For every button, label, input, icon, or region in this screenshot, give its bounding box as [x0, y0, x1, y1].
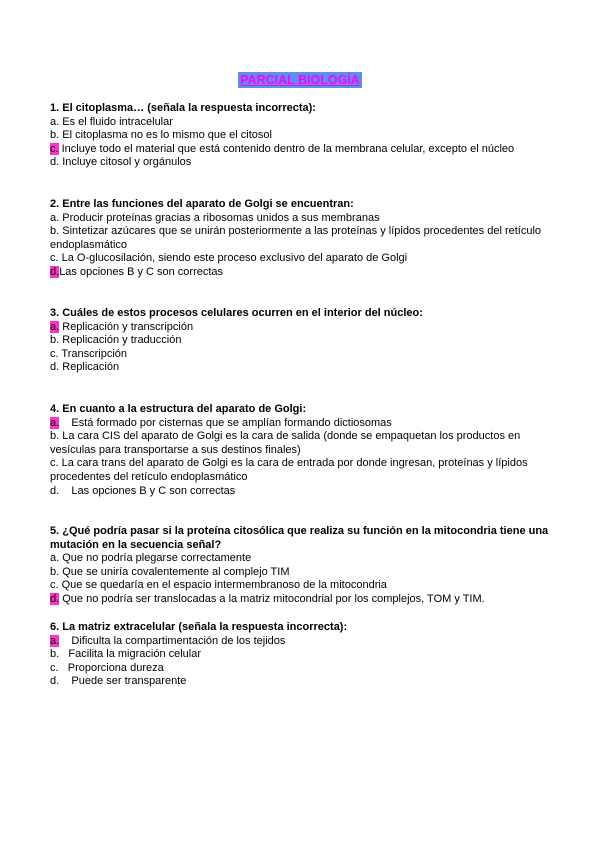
question-text: 6. La matriz extracelular (señala la respuesta incorrecta):	[50, 621, 348, 633]
question-text: 4. En cuanto a la estructura del aparato de Golgi:	[50, 403, 307, 415]
option-letter: a.	[50, 211, 60, 224]
option-letter-highlighted: a.	[50, 634, 60, 647]
option-d	[50, 485, 555, 499]
option-text: Sintetizar azúcares que se unirán posteriormente a las proteínas y lípidos procedentes del retículo endoplasmático	[50, 225, 542, 251]
option-text: Replicación y traducción	[59, 334, 182, 347]
option-c	[50, 579, 555, 593]
option-text: Que no podría plegarse correctamente	[59, 552, 252, 565]
option-text: Transcripción	[58, 347, 128, 360]
option-b	[50, 129, 555, 143]
option-b	[50, 430, 555, 457]
question-text: 2. Entre las funciones del aparato de Golgi se encuentran:	[50, 198, 354, 210]
option-letter: b.	[50, 225, 60, 238]
option-c	[50, 348, 555, 362]
option-letter: a.	[50, 115, 60, 128]
option-c	[50, 662, 555, 676]
option-a	[50, 321, 555, 335]
option-letter: b.	[50, 129, 60, 142]
option-text: Incluye citosol y orgánulos	[59, 156, 192, 169]
option-text: Producir proteínas gracias a ribosomas unidos a sus membranas	[59, 211, 380, 224]
option-letter: b.	[50, 565, 60, 578]
option-text: Las opciones B y C son correctas	[59, 484, 236, 497]
option-text: La cara trans del aparato de Golgi es la cara de entrada por donde ingresan, proteínas y lípidos procedentes del retículo endoplasmático	[50, 457, 528, 483]
option-a	[50, 116, 555, 130]
option-letter: c.	[50, 457, 59, 470]
option-text: Dificulta la compartimentación de los tejidos	[59, 634, 286, 647]
question-text: 3. Cuáles de estos procesos celulares ocurren en el interior del núcleo:	[50, 307, 423, 319]
option-c	[50, 143, 555, 157]
option-d	[50, 361, 555, 375]
option-b	[50, 566, 555, 580]
option-text: Que se quedaría en el espacio intermembranoso de la mitocondria	[58, 579, 387, 592]
option-letter-highlighted: a.	[50, 320, 60, 333]
option-a	[50, 552, 555, 566]
option-c	[50, 252, 555, 266]
title-wrap	[0, 71, 600, 89]
question-1	[50, 102, 555, 170]
option-letter: c.	[50, 347, 59, 360]
option-letter: c.	[50, 579, 59, 592]
option-letter-highlighted: c.	[50, 142, 59, 155]
option-text: Es el fluido intracelular	[59, 115, 173, 128]
option-letter: b.	[50, 334, 60, 347]
option-letter-highlighted: a.	[50, 416, 60, 429]
option-text: La O-glucosilación, siendo este proceso exclusivo del aparato de Golgi	[58, 252, 408, 265]
option-letter: d.	[50, 484, 60, 497]
option-b	[50, 225, 555, 252]
question-3	[50, 307, 555, 375]
option-text: Las opciones B y C son correctas	[59, 265, 224, 278]
option-letter: c.	[50, 252, 59, 265]
question-text: 5. ¿Qué podría pasar si la proteína citosólica que realiza su función en la mitocondria tiene una mutación en la secuencia señal?	[50, 525, 549, 551]
option-text: Está formado por cisternas que se amplían formando dictiosomas	[59, 416, 392, 429]
option-text: Puede ser transparente	[59, 675, 187, 688]
option-letter: d.	[50, 675, 60, 688]
option-a	[50, 417, 555, 431]
question-4	[50, 403, 555, 498]
option-text: La cara CIS del aparato de Golgi es la cara de salida (donde se empaquetan los productos en vesículas para transportarse a sus destinos finales)	[50, 430, 521, 456]
page-title: PARCIAL BIOLOGÍA	[240, 73, 360, 87]
option-letter: d.	[50, 156, 60, 169]
option-text: Replicación y transcripción	[59, 320, 194, 333]
option-letter: b.	[50, 430, 60, 443]
option-letter: a.	[50, 552, 60, 565]
question-2	[50, 198, 555, 280]
option-text: Replicación	[59, 361, 120, 374]
option-text: Proporciona dureza	[58, 661, 164, 674]
option-letter-highlighted: d.	[50, 265, 60, 278]
option-text: Que no podría ser translocadas a la matriz mitocondrial por los complejos, TOM y TIM.	[59, 592, 485, 605]
option-b	[50, 648, 555, 662]
option-letter: c.	[50, 661, 59, 674]
option-b	[50, 334, 555, 348]
option-text: Que se uniría covalentemente al complejo TIM	[59, 565, 290, 578]
option-a	[50, 212, 555, 226]
option-text: El citoplasma no es lo mismo que el citosol	[59, 129, 272, 142]
option-text: Facilita la migración celular	[59, 648, 202, 661]
option-a	[50, 635, 555, 649]
option-letter-highlighted: d.	[50, 592, 60, 605]
option-letter: d.	[50, 361, 60, 374]
option-d	[50, 156, 555, 170]
option-c	[50, 457, 555, 484]
option-d	[50, 675, 555, 689]
option-d	[50, 593, 555, 607]
option-text: Incluye todo el material que está contenido dentro de la membrana celular, excepto el núcleo	[58, 142, 515, 155]
question-5	[50, 525, 555, 607]
option-d	[50, 266, 555, 280]
question-6	[50, 621, 555, 689]
option-letter: b.	[50, 648, 60, 661]
question-text: 1. El citoplasma… (señala la respuesta incorrecta):	[50, 102, 316, 114]
